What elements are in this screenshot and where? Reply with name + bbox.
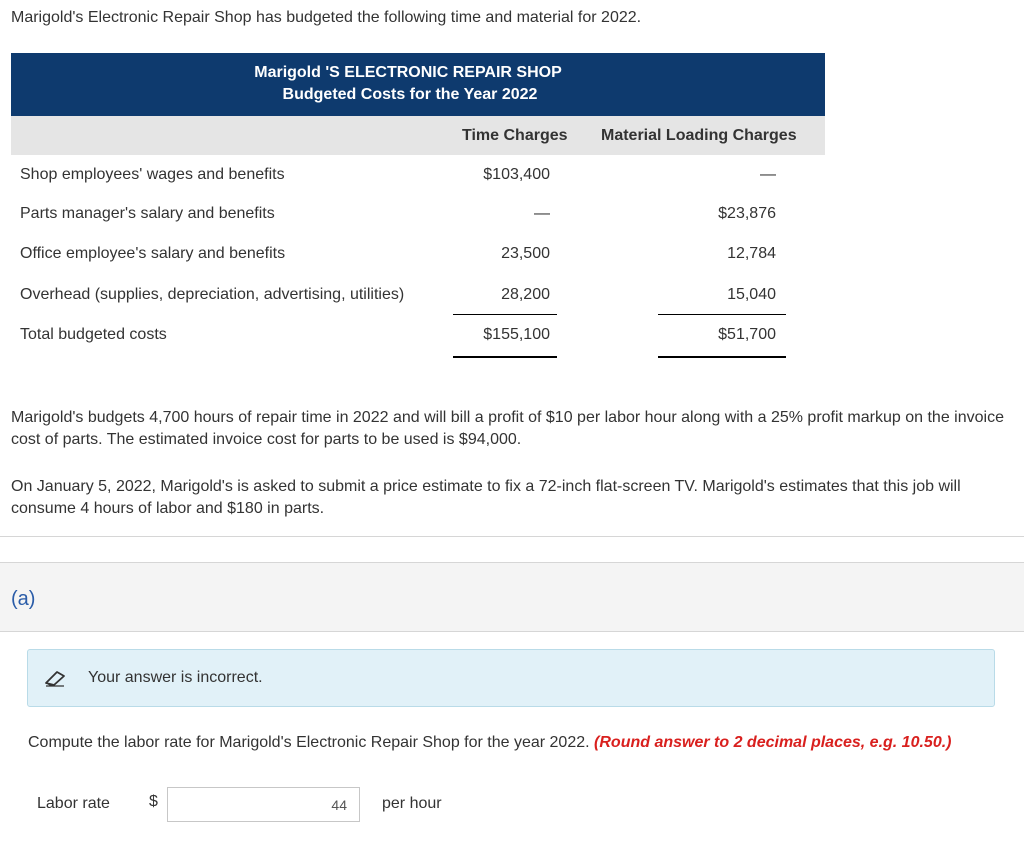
- total-rule-time: [453, 356, 557, 358]
- question-text: [28, 734, 951, 752]
- row-time: $155,100: [483, 326, 550, 343]
- row-material: —: [760, 166, 776, 183]
- feedback-message: Your answer is incorrect.: [88, 669, 263, 686]
- row-time: 23,500: [501, 245, 550, 262]
- row-material: $23,876: [718, 205, 776, 222]
- row-material: $51,700: [718, 326, 776, 343]
- row-label: Overhead (supplies, depreciation, advertising, utilities): [20, 286, 405, 303]
- unit-label: per hour: [382, 795, 442, 812]
- part-label: (a): [11, 588, 36, 610]
- row-time: 28,200: [501, 286, 550, 303]
- table-row: [20, 166, 810, 188]
- table-subtitle: Budgeted Costs for the Year 2022: [282, 86, 538, 103]
- row-label: Shop employees' wages and benefits: [20, 166, 285, 183]
- currency-symbol: $: [149, 793, 158, 810]
- row-label: Parts manager's salary and benefits: [20, 205, 275, 222]
- intro-text: Marigold's Electronic Repair Shop has budgeted the following time and material for 2022.: [11, 9, 642, 26]
- table-title: Marigold 'S ELECTRONIC REPAIR SHOP: [254, 64, 562, 81]
- row-material: 15,040: [727, 286, 776, 303]
- question-prompt: Compute the labor rate for Marigold's Electronic Repair Shop for the year 2022.: [28, 734, 590, 751]
- subtotal-rule-time: [453, 314, 557, 315]
- table-row: [20, 245, 810, 267]
- problem-paragraph-1: Marigold's budgets 4,700 hours of repair time in 2022 and will bill a profit of $10 per labor hour along with a 25% profit markup on the invoice cost of parts. The estimated invoice cost for parts to be used is $94,000.: [11, 409, 1004, 448]
- row-label: Total budgeted costs: [20, 326, 167, 343]
- table-row: [20, 205, 810, 227]
- labor-rate-input[interactable]: [167, 787, 360, 822]
- question-hint: (Round answer to 2 decimal places, e.g. 10.50.): [594, 734, 952, 751]
- table-row: [20, 286, 810, 308]
- col-material-loading: Material Loading Charges: [601, 127, 797, 144]
- col-time-charges: Time Charges: [462, 127, 568, 144]
- part-header: [0, 562, 1024, 632]
- subtotal-rule-material: [658, 314, 786, 315]
- table-row-total: [20, 326, 810, 348]
- feedback-box: [27, 649, 995, 707]
- table-column-header: [11, 116, 825, 155]
- problem-paragraph-2: On January 5, 2022, Marigold's is asked to submit a price estimate to fix a 72-inch flat-screen TV. Marigold's estimates that this job will consume 4 hours of labor and $180 in parts.: [11, 478, 961, 517]
- total-rule-material: [658, 356, 786, 358]
- row-label: Office employee's salary and benefits: [20, 245, 286, 262]
- row-time: —: [534, 205, 550, 222]
- row-material: 12,784: [727, 245, 776, 262]
- row-time: $103,400: [483, 166, 550, 183]
- eraser-icon: [43, 669, 67, 687]
- table-title-bar: [11, 53, 825, 116]
- divider: [0, 536, 1024, 537]
- labor-rate-label: Labor rate: [37, 795, 110, 812]
